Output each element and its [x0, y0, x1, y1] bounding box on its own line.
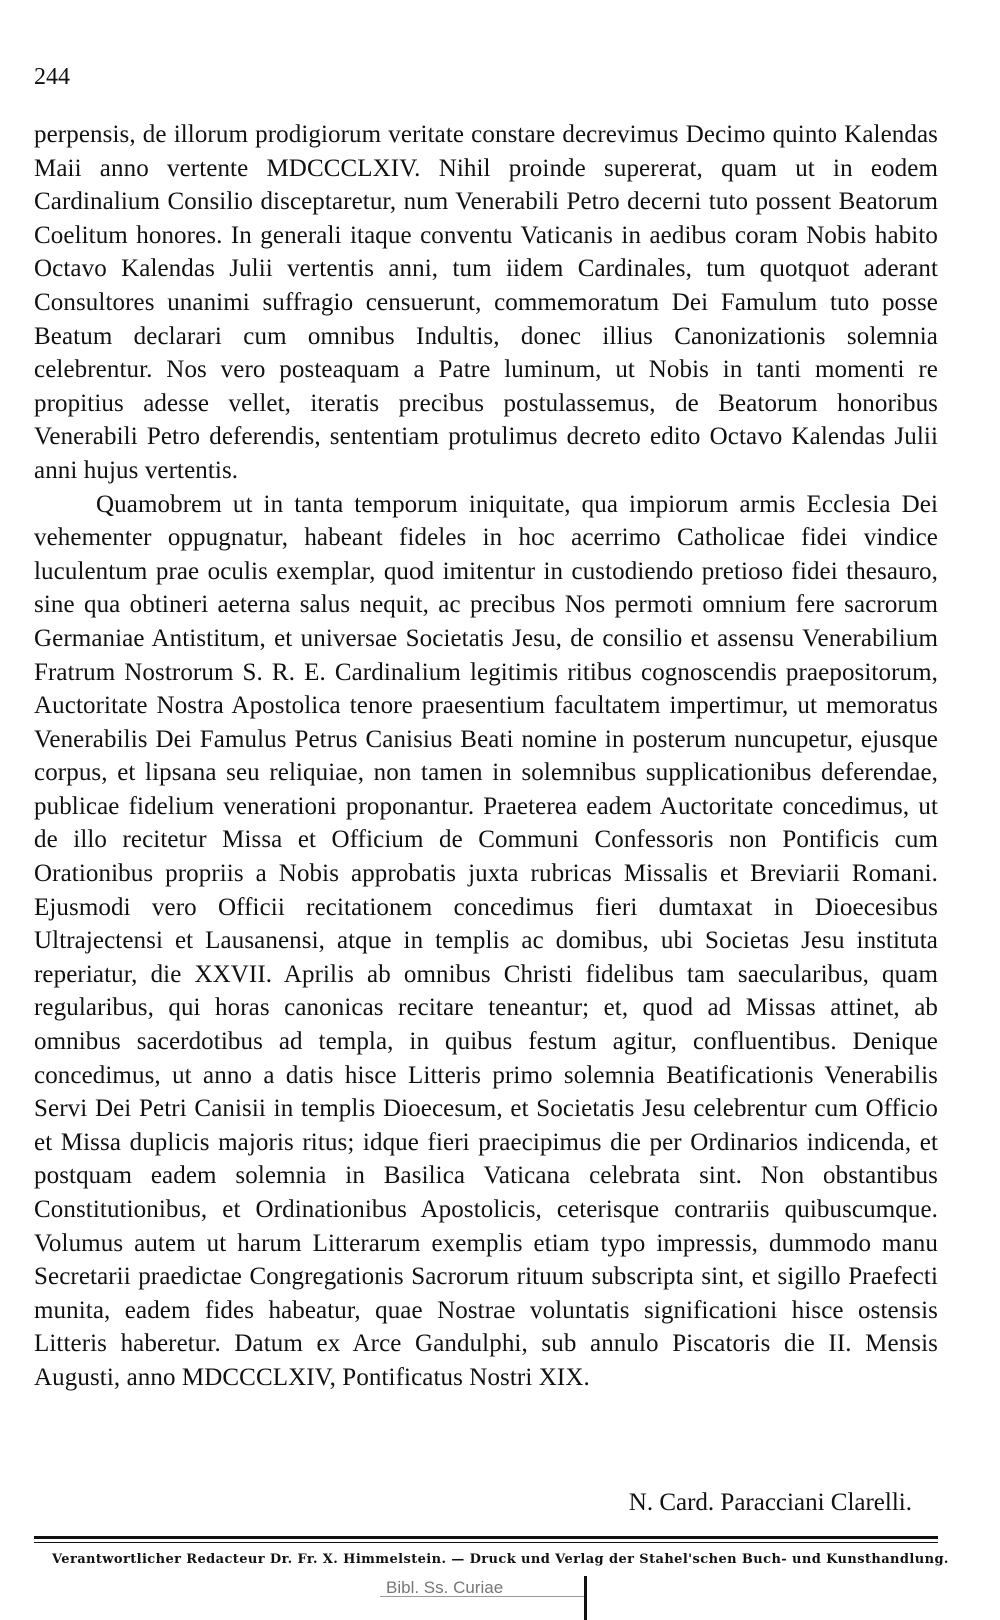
library-stamp — [380, 1576, 587, 1620]
body-text — [34, 118, 938, 1395]
stamp-text: Bibl. Ss. Curiae — [386, 1578, 504, 1597]
footer-rule — [34, 1536, 938, 1539]
page-number: 244 — [34, 64, 70, 90]
signature: N. Card. Paracciani Clarelli. — [628, 1489, 912, 1516]
paragraph-2: Quamobrem ut in tanta temporum iniquitate, qua impiorum armis Ecclesia Dei vehementer oppugnatur, habeant fideles in hoc acerrimo Catholicae fidei vindice luculentum prae oculis exemplar, quod imitentur in custodiendo pretioso fidei thesauro, sine qua obtineri aeterna salus nequit, ac precibus Nos permoti omnium fere sacrorum Germaniae Antistitum, et universae Societatis Jesu, de consilio et assensu Venerabilium Fratrum Nostrorum S. R. E. Cardinalium legitimis ritibus cognoscendis praepositorum, Auctoritate Nostra Apostolica tenore praesentium facultatem impertimur, ut memoratus Venerabilis Dei Famulus Petrus Canisius Beati nomine in posterum nuncupetur, ejusque corpus, et lipsana seu reliquiae, non tamen in solemnibus supplicationibus deferendae, publicae fidelium venerationi proponantur. Praeterea eadem Auctoritate concedimus, ut de illo recitetur Missa et Officium de Communi Confessoris non Pontificis cum Orationibus propriis a Nobis approbatis juxta rubricas Missalis et Breviarii Romani. Ejusmodi vero Officii recitationem concedimus fieri dumtaxat in Dioecesibus Ultrajectensi et Lausanensi, atque in templis ac domibus, ubi Societas Jesu instituta reperiatur, die XXVII. Aprilis ab omnibus Christi fidelibus tam saecularibus, quam regularibus, qui horas canonicas recitare teneantur; et, quod ad Missas attinet, ab omnibus sacerdotibus ad templa, in quibus festum agitur, confluentibus. Denique concedimus, ut anno a datis hisce Litteris primo solemnia Beatificationis Venerabilis Servi Dei Petri Canisii in templis Dioecesum, et Societatis Jesu celebrentur cum Officio et Missa duplicis majoris ritus; idque fieri praecipimus die per Ordinarios indicenda, et postquam eadem solemnia in Basilica Vaticana celebrata sint. Non obstantibus Constitutionibus, et Ordinationibus Apostolicis, ceterisque contrariis quibuscumque. Volumus autem ut harum Litterarum exemplis etiam typo impressis, dummodo manu Secretarii praedictae Congregationis Sacrorum rituum subscripta sint, et sigillo Praefecti munita, eadem fides habeatur, quae Nostrae voluntatis significationi hisce ostensis Litteris haberetur. Datum ex Arce Gandulphi, sub annulo Piscatoris die II. Mensis Augusti, anno MDCCCLXIV, Pontificatus Nostri XIX. — [34, 490, 938, 1391]
printer-imprint: Verantwortlicher Redacteur Dr. Fr. X. Himmelstein. — Druck und Verlag der Stahel'schen Buch- und Kunsthandlung. — [52, 1552, 949, 1567]
footer-rule-thin — [34, 1542, 938, 1543]
paragraph-1: perpensis, de illorum prodigiorum veritate constare decrevimus Decimo quinto Kalendas Maii anno vertente MDCCCLXIV. Nihil proinde supererat, quam ut in eodem Cardinalium Consilio disceptaretur, num Venerabili Petro decerni tuto possent Beatorum Coelitum honores. In generali itaque conventu Vaticanis in aedibus coram Nobis habito Octavo Kalendas Julii vertentis anni, tum iidem Cardinales, tum quotquot aderant Consultores unanimi suffragio censuerunt, commemoratum Dei Famulum tuto posse Beatum declarari cum omnibus Indultis, donec illius Canonizationis solemnia celebrentur. Nos vero posteaquam a Patre luminum, ut Nobis in tanti momenti re propitius adesse vellet, iteratis precibus postulassemus, de Beatorum honoribus Venerabili Petro deferendis, sententiam protulimus decreto edito Octavo Kalendas Julii anni hujus vertentis. — [34, 121, 938, 484]
